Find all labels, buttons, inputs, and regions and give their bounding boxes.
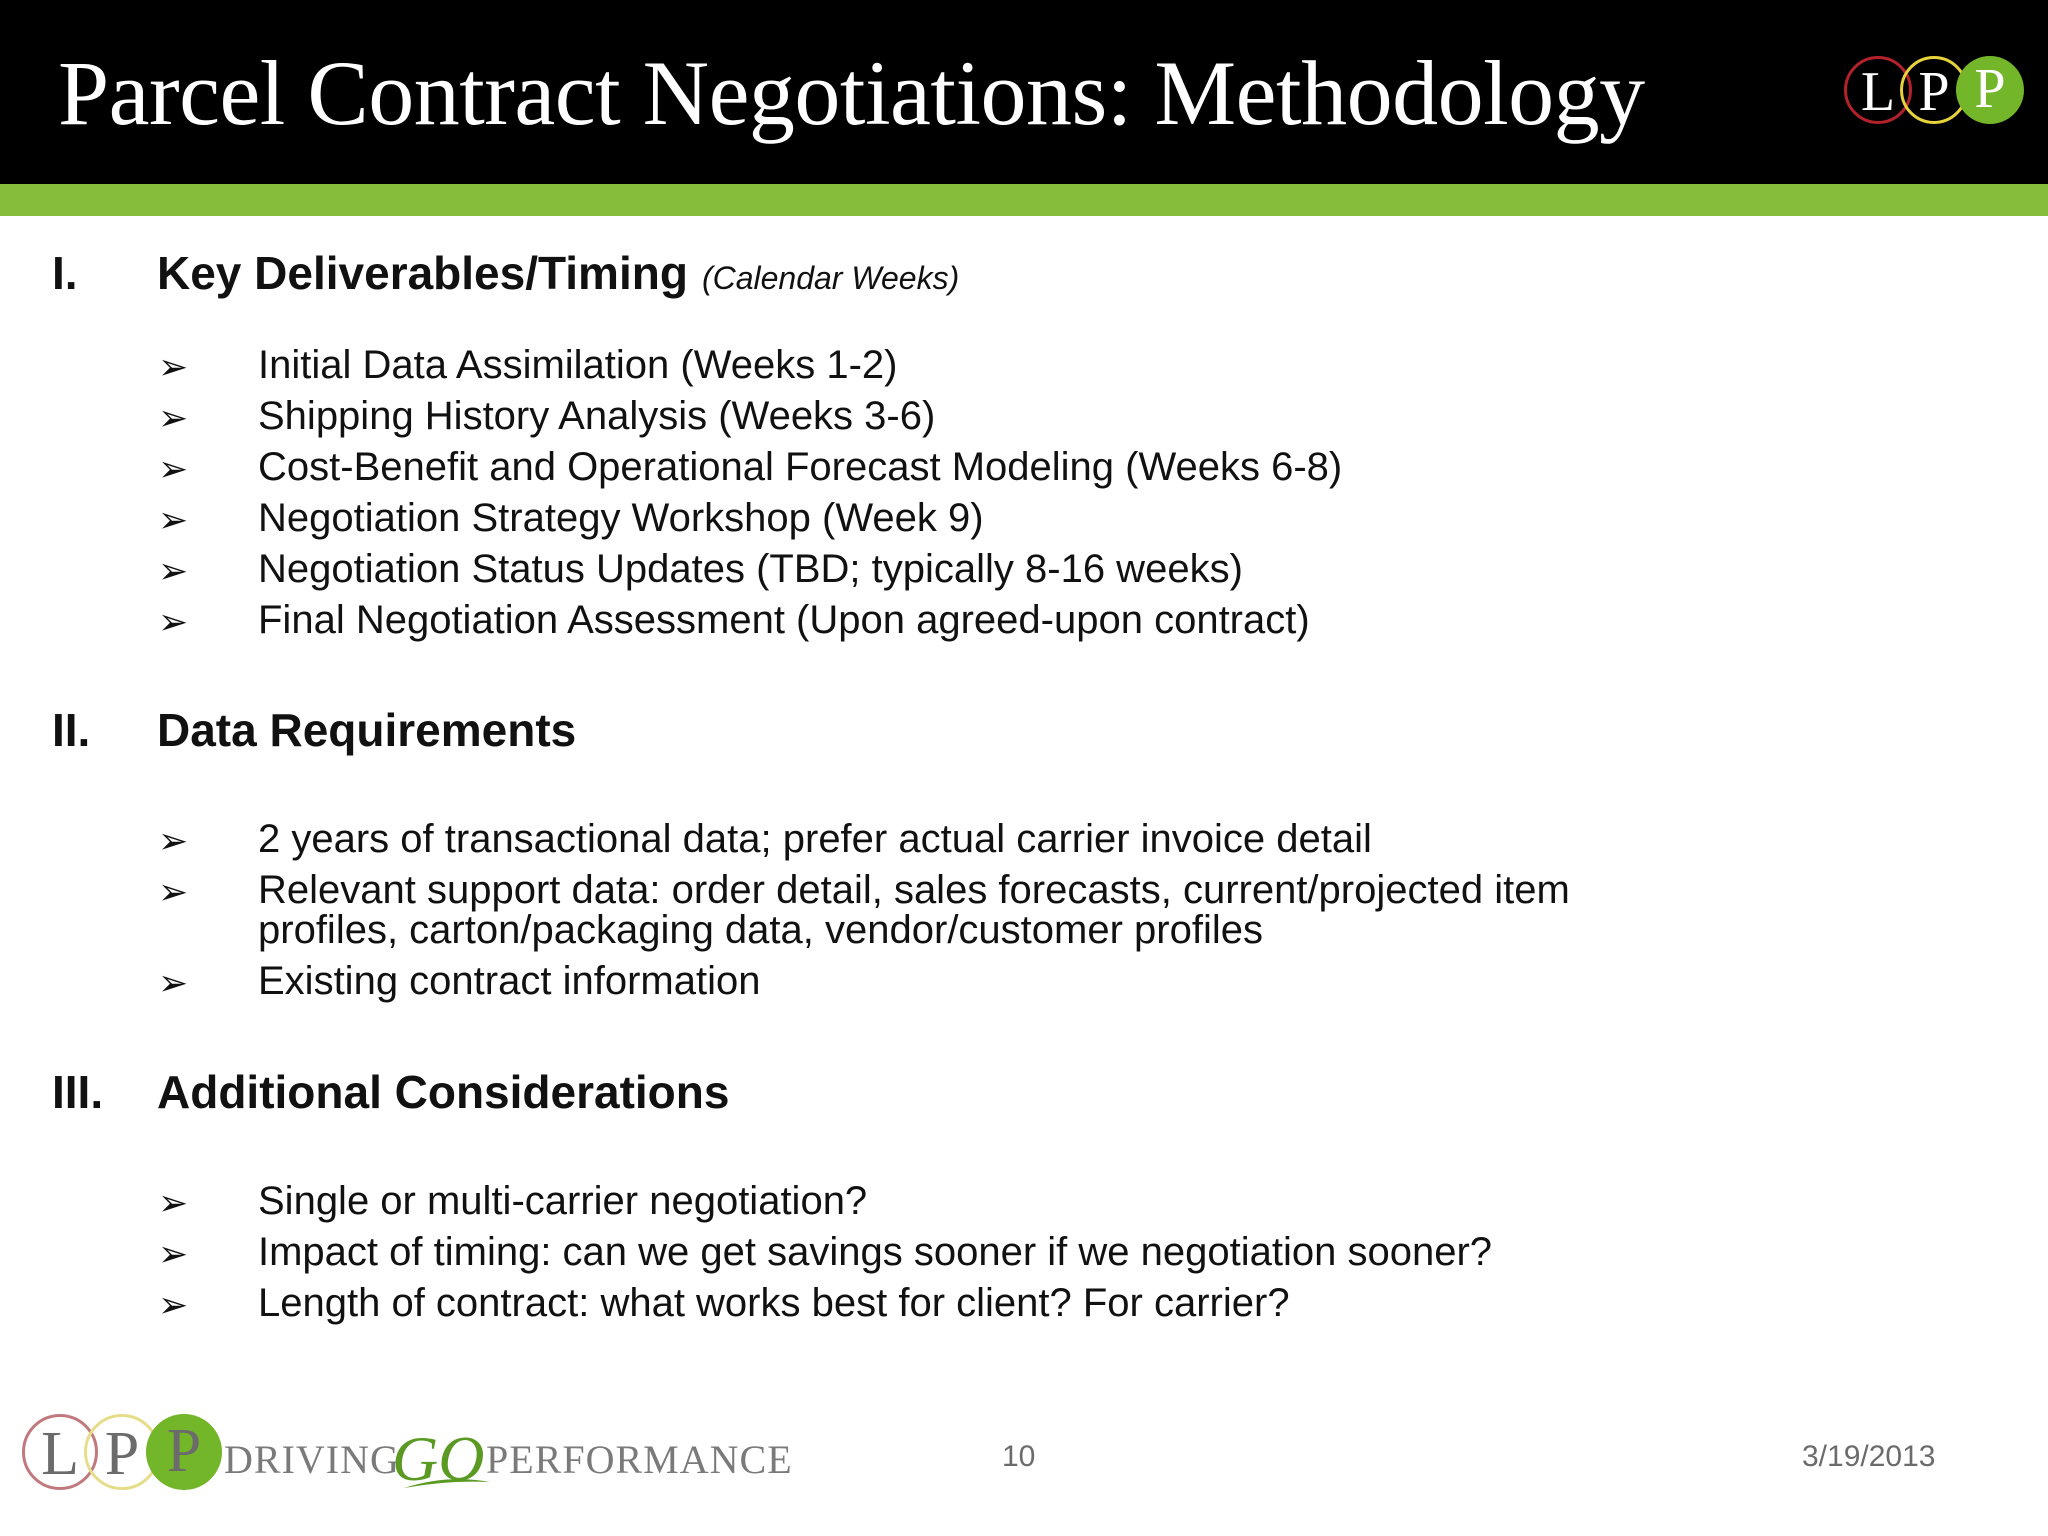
list-item: 2 years of transactional data; prefer actual carrier invoice detail <box>258 817 1372 861</box>
slide-title: Parcel Contract Negotiations: Methodology <box>58 42 1645 144</box>
arrow-bullet-icon: ➢ <box>158 962 189 1003</box>
page-number: 10 <box>1002 1440 1036 1473</box>
tagline-driving: DRIVING <box>224 1437 400 1482</box>
section-heading-2: Data Requirements <box>157 704 577 756</box>
footer-logo-letter-p-2: P <box>146 1414 222 1490</box>
list-item: Length of contract: what works best for client? For carrier? <box>258 1281 1290 1325</box>
slide-date: 3/19/2013 <box>1802 1440 1936 1473</box>
tagline-go: GO <box>392 1423 485 1494</box>
arrow-bullet-icon: ➢ <box>158 820 189 861</box>
logo-letter-p-1: P <box>1900 56 1968 124</box>
arrow-bullet-icon: ➢ <box>158 397 189 438</box>
arrow-bullet-icon: ➢ <box>158 1182 189 1223</box>
logo-letter-p-2: P <box>1956 56 2024 124</box>
accent-stripe <box>0 184 2048 216</box>
lpp-logo <box>1844 56 2026 128</box>
list-item: Single or multi-carrier negotiation? <box>258 1179 868 1223</box>
footer-logo-letter-p-1: P <box>84 1414 160 1490</box>
list-item-line-2: profiles, carton/packaging data, vendor/customer profiles <box>258 908 1263 952</box>
list-item: Initial Data Assimilation (Weeks 1-2) <box>258 343 898 387</box>
section-heading-1-note: (Calendar Weeks) <box>701 260 960 296</box>
footer-logo <box>22 1414 793 1498</box>
list-item: Existing contract information <box>258 959 761 1003</box>
arrow-bullet-icon: ➢ <box>158 448 189 489</box>
list-item: Negotiation Strategy Workshop (Week 9) <box>258 496 984 540</box>
section-heading-1-text: Key Deliverables/Timing <box>157 247 688 299</box>
section-number-2: II. <box>52 704 91 756</box>
arrow-bullet-icon: ➢ <box>158 499 189 540</box>
arrow-bullet-icon: ➢ <box>158 1233 189 1274</box>
arrow-bullet-icon: ➢ <box>158 1284 189 1325</box>
arrow-bullet-icon: ➢ <box>158 601 189 642</box>
section-heading-1 <box>157 246 959 300</box>
tagline-performance: PERFORMANCE <box>486 1437 793 1482</box>
footer-logo-letter-l: L <box>22 1414 98 1490</box>
list-item: Shipping History Analysis (Weeks 3-6) <box>258 394 936 438</box>
section-heading-3: Additional Considerations <box>157 1066 730 1118</box>
arrow-bullet-icon: ➢ <box>158 346 189 387</box>
section-number-1: I. <box>52 247 78 299</box>
arrow-bullet-icon: ➢ <box>158 550 189 591</box>
swoosh-icon <box>402 1476 492 1492</box>
logo-letter-l: L <box>1844 56 1912 124</box>
list-item: Impact of timing: can we get savings sooner if we negotiation sooner? <box>258 1230 1493 1274</box>
list-item: Final Negotiation Assessment (Upon agreed-upon contract) <box>258 598 1310 642</box>
title-bar <box>0 0 2048 184</box>
list-item-line-1: Relevant support data: order detail, sales forecasts, current/projected item <box>258 868 1570 912</box>
list-item: Cost-Benefit and Operational Forecast Modeling (Weeks 6-8) <box>258 445 1343 489</box>
section-number-3: III. <box>52 1066 104 1118</box>
list-item: Negotiation Status Updates (TBD; typically 8-16 weeks) <box>258 547 1243 591</box>
arrow-bullet-icon: ➢ <box>158 871 189 912</box>
